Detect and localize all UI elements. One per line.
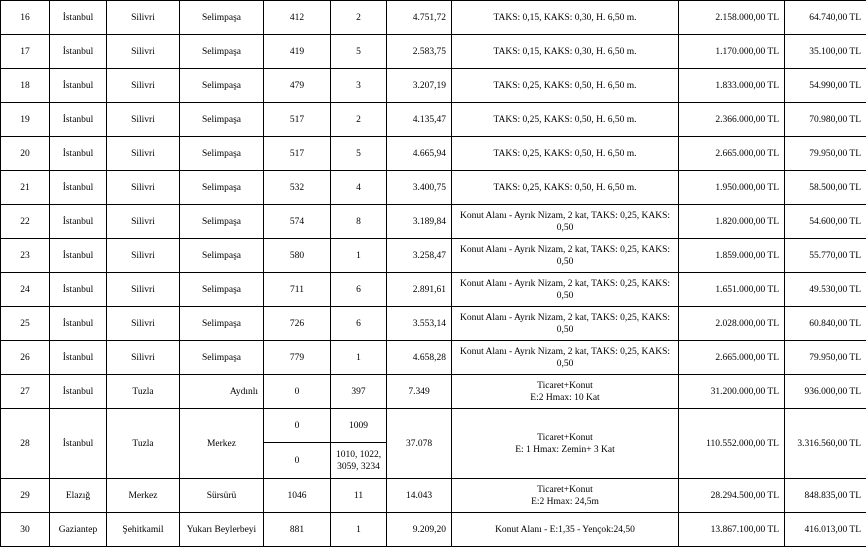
estimated-price: 1.950.000,00 TL [679,171,785,205]
table-row [1,239,866,273]
row-number: 19 [1,103,50,137]
parcel-number: 5 [331,137,387,171]
table-row [1,273,866,307]
guarantee-amount: 79.950,00 TL [785,341,866,375]
district: Silivri [107,239,180,273]
block-number: 517 [264,103,331,137]
parcel-number: 5 [331,35,387,69]
parcel-number: 6 [331,307,387,341]
zoning-line-2: E: 1 Hmax: Zemin+ 3 Kat [515,444,615,455]
guarantee-amount: 60.840,00 TL [785,307,866,341]
zoning-line-2: 0,50 [556,256,574,267]
guarantee-amount: 55.770,00 TL [785,239,866,273]
province: İstanbul [50,1,107,35]
row-number: 18 [1,69,50,103]
zoning-line-1: Ticaret+Konut [537,432,593,443]
block-number: 479 [264,69,331,103]
estimated-price: 2.366.000,00 TL [679,103,785,137]
zoning-line-1: Ticaret+Konut [537,484,593,495]
guarantee-amount: 58.500,00 TL [785,171,866,205]
district: Silivri [107,273,180,307]
zoning-status: TAKS: 0,15, KAKS: 0,30, H. 6,50 m. [452,35,679,69]
province: İstanbul [50,273,107,307]
zoning-status: TAKS: 0,25, KAKS: 0,50, H. 6,50 m. [452,137,679,171]
zoning-line-2: E:2 Hmax: 24,5m [531,496,599,507]
zoning-line-1: Konut Alanı - Ayrık Nizam, 2 kat, TAKS: 0,25, KAKS: [459,210,671,221]
guarantee-amount: 936.000,00 TL [785,375,866,409]
row-number: 23 [1,239,50,273]
neighborhood: Selimpaşa [180,35,264,69]
row-number: 22 [1,205,50,239]
row-number: 27 [1,375,50,409]
province: Gaziantep [50,513,107,547]
area: 3.400,75 [387,171,452,205]
neighborhood: Selimpaşa [180,239,264,273]
province: İstanbul [50,239,107,273]
parcel-line-1: 1010, 1022, [335,449,382,460]
parcel-number: 11 [331,479,387,513]
district: Şehitkamil [107,513,180,547]
zoning-line-2: 0,50 [556,324,574,335]
block-number: 711 [264,273,331,307]
neighborhood: Sürsürü [180,479,264,513]
block-number: 574 [264,205,331,239]
parcel-number: 4 [331,171,387,205]
province: Elazığ [50,479,107,513]
district: Silivri [107,103,180,137]
neighborhood: Selimpaşa [180,273,264,307]
row-number: 28 [1,409,50,479]
zoning-line-1: Konut Alanı - Ayrık Nizam, 2 kat, TAKS: 0,25, KAKS: [459,278,671,289]
area: 2.583,75 [387,35,452,69]
estimated-price: 28.294.500,00 TL [679,479,785,513]
row-number: 24 [1,273,50,307]
neighborhood: Selimpaşa [180,341,264,375]
row-number: 26 [1,341,50,375]
guarantee-amount: 848.835,00 TL [785,479,866,513]
parcel-number: 6 [331,273,387,307]
block-number: 532 [264,171,331,205]
row-number: 20 [1,137,50,171]
zoning-line-1: Konut Alanı - Ayrık Nizam, 2 kat, TAKS: 0,25, KAKS: [459,312,671,323]
estimated-price: 110.552.000,00 TL [679,409,785,479]
table-row [1,137,866,171]
row-number: 16 [1,1,50,35]
table-row [1,409,866,443]
neighborhood: Selimpaşa [180,205,264,239]
zoning-status: TAKS: 0,25, KAKS: 0,50, H. 6,50 m. [452,171,679,205]
zoning-status [452,205,679,239]
zoning-status: TAKS: 0,25, KAKS: 0,50, H. 6,50 m. [452,69,679,103]
zoning-line-1: Ticaret+Konut [537,380,593,391]
district: Silivri [107,171,180,205]
guarantee-amount: 49.530,00 TL [785,273,866,307]
zoning-status [452,375,679,409]
table-row [1,341,866,375]
district: Tuzla [107,409,180,479]
estimated-price: 1.651.000,00 TL [679,273,785,307]
parcel-number: 3 [331,69,387,103]
parcel-number: 2 [331,103,387,137]
parcel-number: 1 [331,341,387,375]
area: 7.349 [387,375,452,409]
district: Silivri [107,35,180,69]
province: İstanbul [50,375,107,409]
neighborhood: Yukarı Beylerbeyi [180,513,264,547]
estimated-price: 1.170.000,00 TL [679,35,785,69]
parcel-line-2: 3059, 3234 [337,461,380,472]
guarantee-amount: 35.100,00 TL [785,35,866,69]
province: İstanbul [50,103,107,137]
district: Silivri [107,69,180,103]
table-row [1,375,866,409]
zoning-status: TAKS: 0,25, KAKS: 0,50, H. 6,50 m. [452,103,679,137]
neighborhood: Aydınlı [180,375,264,409]
neighborhood: Selimpaşa [180,171,264,205]
province: İstanbul [50,69,107,103]
block-number: 779 [264,341,331,375]
block-number: 726 [264,307,331,341]
estimated-price: 2.028.000,00 TL [679,307,785,341]
area: 4.665,94 [387,137,452,171]
area: 9.209,20 [387,513,452,547]
zoning-line-2: 0,50 [556,222,574,233]
parcel-number: 397 [331,375,387,409]
block-number: 881 [264,513,331,547]
row-number: 21 [1,171,50,205]
province: İstanbul [50,341,107,375]
neighborhood: Selimpaşa [180,103,264,137]
block-number: 0 [264,409,331,443]
district: Silivri [107,137,180,171]
guarantee-amount: 79.950,00 TL [785,137,866,171]
guarantee-amount: 3.316.560,00 TL [785,409,866,479]
guarantee-amount: 54.990,00 TL [785,69,866,103]
estimated-price: 1.820.000,00 TL [679,205,785,239]
zoning-status [452,239,679,273]
table-row [1,1,866,35]
area: 3.207,19 [387,69,452,103]
area: 4.135,47 [387,103,452,137]
district: Silivri [107,307,180,341]
table-row [1,307,866,341]
neighborhood: Selimpaşa [180,1,264,35]
table-row [1,171,866,205]
zoning-status: Konut Alanı - E:1,35 - Yençok:24,50 [452,513,679,547]
block-number: 1046 [264,479,331,513]
neighborhood: Selimpaşa [180,69,264,103]
district: Silivri [107,1,180,35]
area: 4.751,72 [387,1,452,35]
estimated-price: 1.833.000,00 TL [679,69,785,103]
estimated-price: 2.665.000,00 TL [679,341,785,375]
block-number: 580 [264,239,331,273]
zoning-status [452,307,679,341]
block-number: 0 [264,443,331,479]
estimated-price: 2.665.000,00 TL [679,137,785,171]
guarantee-amount: 64.740,00 TL [785,1,866,35]
district: Tuzla [107,375,180,409]
zoning-line-2: 0,50 [556,290,574,301]
zoning-status [452,273,679,307]
area: 4.658,28 [387,341,452,375]
province: İstanbul [50,307,107,341]
guarantee-amount: 416.013,00 TL [785,513,866,547]
table-row [1,479,866,513]
block-number: 0 [264,375,331,409]
parcel-number: 8 [331,205,387,239]
neighborhood: Merkez [180,409,264,479]
zoning-line-2: E:2 Hmax: 10 Kat [530,392,600,403]
zoning-status [452,479,679,513]
area: 2.891,61 [387,273,452,307]
parcel-number [331,443,387,479]
row-number: 17 [1,35,50,69]
area: 3.553,14 [387,307,452,341]
province: İstanbul [50,35,107,69]
zoning-line-2: 0,50 [556,358,574,369]
table-row [1,69,866,103]
parcel-number: 1009 [331,409,387,443]
guarantee-amount: 54.600,00 TL [785,205,866,239]
area: 37.078 [387,409,452,479]
parcel-number: 1 [331,513,387,547]
guarantee-amount: 70.980,00 TL [785,103,866,137]
estimated-price: 13.867.100,00 TL [679,513,785,547]
area: 3.258,47 [387,239,452,273]
zoning-status [452,341,679,375]
area: 14.043 [387,479,452,513]
estimated-price: 31.200.000,00 TL [679,375,785,409]
parcel-number: 1 [331,239,387,273]
province: İstanbul [50,409,107,479]
province: İstanbul [50,205,107,239]
row-number: 25 [1,307,50,341]
zoning-line-1: Konut Alanı - Ayrık Nizam, 2 kat, TAKS: 0,25, KAKS: [459,244,671,255]
table-row [1,103,866,137]
province: İstanbul [50,137,107,171]
district: Silivri [107,341,180,375]
table-row [1,513,866,547]
block-number: 517 [264,137,331,171]
province: İstanbul [50,171,107,205]
table-row [1,205,866,239]
zoning-line-1: Konut Alanı - Ayrık Nizam, 2 kat, TAKS: 0,25, KAKS: [459,346,671,357]
block-number: 419 [264,35,331,69]
row-number: 30 [1,513,50,547]
area: 3.189,84 [387,205,452,239]
parcel-number: 2 [331,1,387,35]
neighborhood: Selimpaşa [180,307,264,341]
estimated-price: 2.158.000,00 TL [679,1,785,35]
district: Silivri [107,205,180,239]
district: Merkez [107,479,180,513]
estimated-price: 1.859.000,00 TL [679,239,785,273]
row-number: 29 [1,479,50,513]
zoning-status: TAKS: 0,15, KAKS: 0,30, H. 6,50 m. [452,1,679,35]
table-row [1,35,866,69]
block-number: 412 [264,1,331,35]
neighborhood: Selimpaşa [180,137,264,171]
zoning-status [452,409,679,479]
